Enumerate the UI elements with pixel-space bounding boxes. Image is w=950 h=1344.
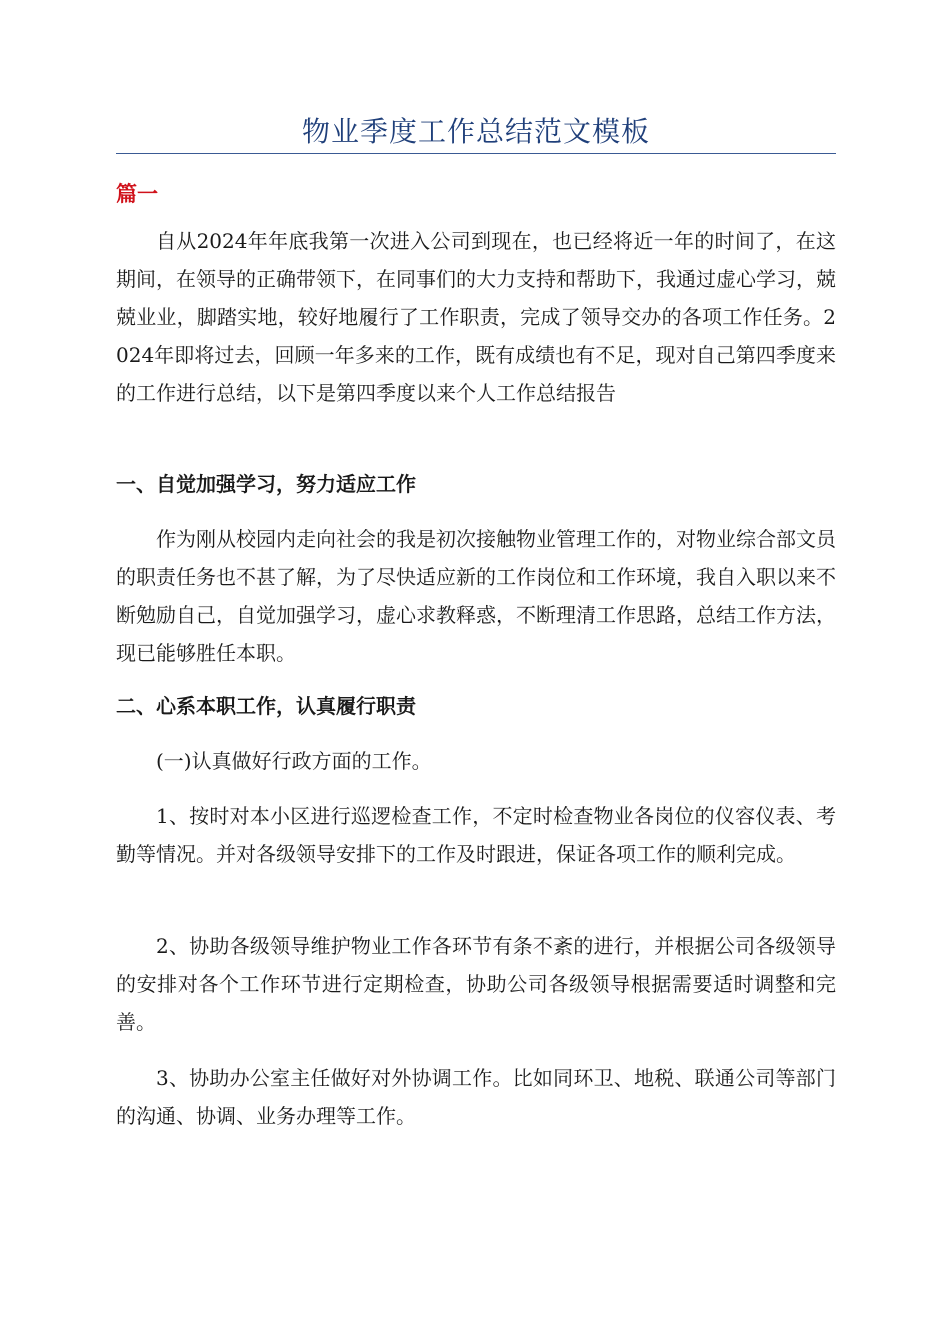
section-1-paragraph: 作为刚从校园内走向社会的我是初次接触物业管理工作的，对物业综合部文员的职责任务也不甚了解，为了尽快适应新的工作岗位和工作环境，我自入职以来不断勉励自己，自觉加强学习，虚心求教释惑，不断理清工作思路，总结工作方法，现已能够胜任本职。 [116, 527, 836, 665]
section-2-heading: 二、心系本职工作，认真履行职责 [116, 694, 416, 718]
list-item-3: 3、协助办公室主任做好对外协调工作。比如同环卫、地税、联通公司等部门的沟通、协调、业务办理等工作。 [116, 1066, 836, 1128]
list-item-1: 1、按时对本小区进行巡逻检查工作，不定时检查物业各岗位的仪容仪表、考勤等情况。并对各级领导安排下的工作及时跟进，保证各项工作的顺利完成。 [116, 804, 836, 866]
title-underline [116, 153, 836, 154]
intro-paragraph: 自从2024年年底我第一次进入公司到现在，也已经将近一年的时间了，在这期间，在领导的正确带领下，在同事们的大力支持和帮助下，我通过虚心学习，兢兢业业，脚踏实地，较好地履行了工作职责，完成了领导交办的各项工作任务。2024年即将过去，回顾一年多来的工作，既有成绩也有不足，现对自己第四季度来的工作进行总结，以下是第四季度以来个人工作总结报告 [116, 229, 836, 405]
list-item-2: 2、协助各级领导维护物业工作各环节有条不紊的进行，并根据公司各级领导的安排对各个工作环节进行定期检查，协助公司各级领导根据需要适时调整和完善。 [116, 934, 836, 1034]
document-title: 物业季度工作总结范文模板 [301, 115, 650, 148]
section-2-subheading: (一)认真做好行政方面的工作。 [156, 749, 432, 773]
part-label: 篇一 [116, 182, 158, 206]
section-1-heading: 一、自觉加强学习，努力适应工作 [116, 472, 416, 496]
